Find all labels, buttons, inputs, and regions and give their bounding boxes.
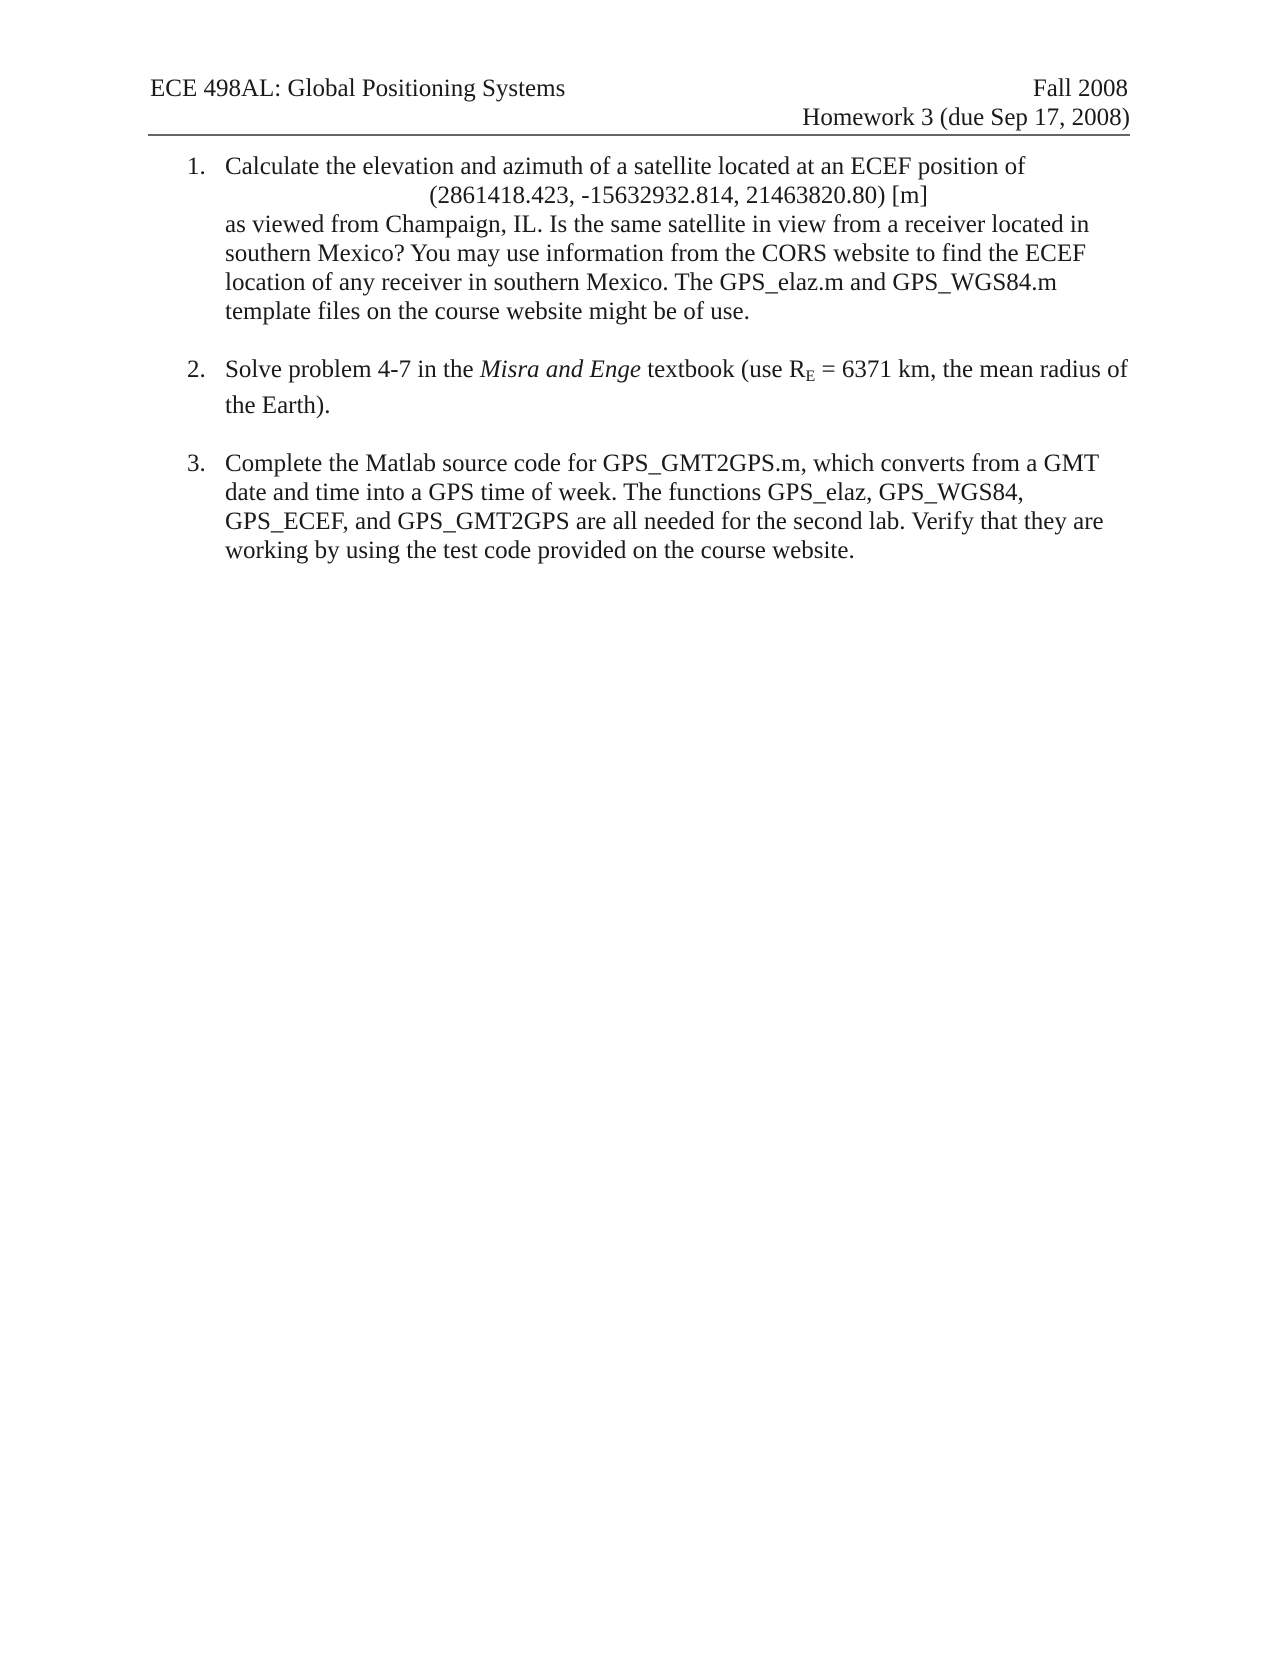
problem-number: 3.: [187, 450, 206, 477]
problem-text: Solve problem 4-7 in the: [225, 356, 480, 383]
textbook-title: Misra and Enge: [479, 356, 641, 383]
subscript: E: [805, 368, 816, 385]
semester-label: Fall 2008: [1032, 75, 1128, 102]
page-header: [148, 72, 1130, 136]
problem-text: as viewed from Champaign, IL. Is the same satellite in view from a receiver located in southern Mexico? You may use information from the CORS website to find the ECEF location of any receiver in southern Mexico. The GPS_elaz.m and GPS_WGS84.m template files on the course website might be of use.: [225, 211, 1090, 325]
problem-item: [187, 355, 1132, 420]
problem-text: = 6371 km, the mean radius of the Earth).: [225, 356, 1128, 419]
homework-title: Homework 3 (due Sep 17, 2008): [802, 104, 1130, 131]
problem-number: 2.: [187, 356, 206, 383]
problem-item: [187, 152, 1132, 326]
problem-list: [187, 152, 1132, 594]
problem-item: [187, 449, 1132, 565]
course-title: ECE 498AL: Global Positioning Systems: [150, 75, 566, 102]
ecef-coordinates: (2861418.423, -15632932.814, 21463820.80) [m]: [429, 182, 928, 209]
problem-number: 1.: [187, 153, 206, 180]
problem-text: Complete the Matlab source code for GPS_GMT2GPS.m, which converts from a GMT date and time into a GPS time of week. The functions GPS_elaz, GPS_WGS84, GPS_ECEF, and GPS_GMT2GPS are all needed for the second lab. Verify that they are working by using the test code provided on the course website.: [225, 450, 1104, 564]
problem-text: textbook (use R: [640, 356, 806, 383]
problem-text-line: Calculate the elevation and azimuth of a satellite located at an ECEF position of: [225, 153, 1026, 180]
